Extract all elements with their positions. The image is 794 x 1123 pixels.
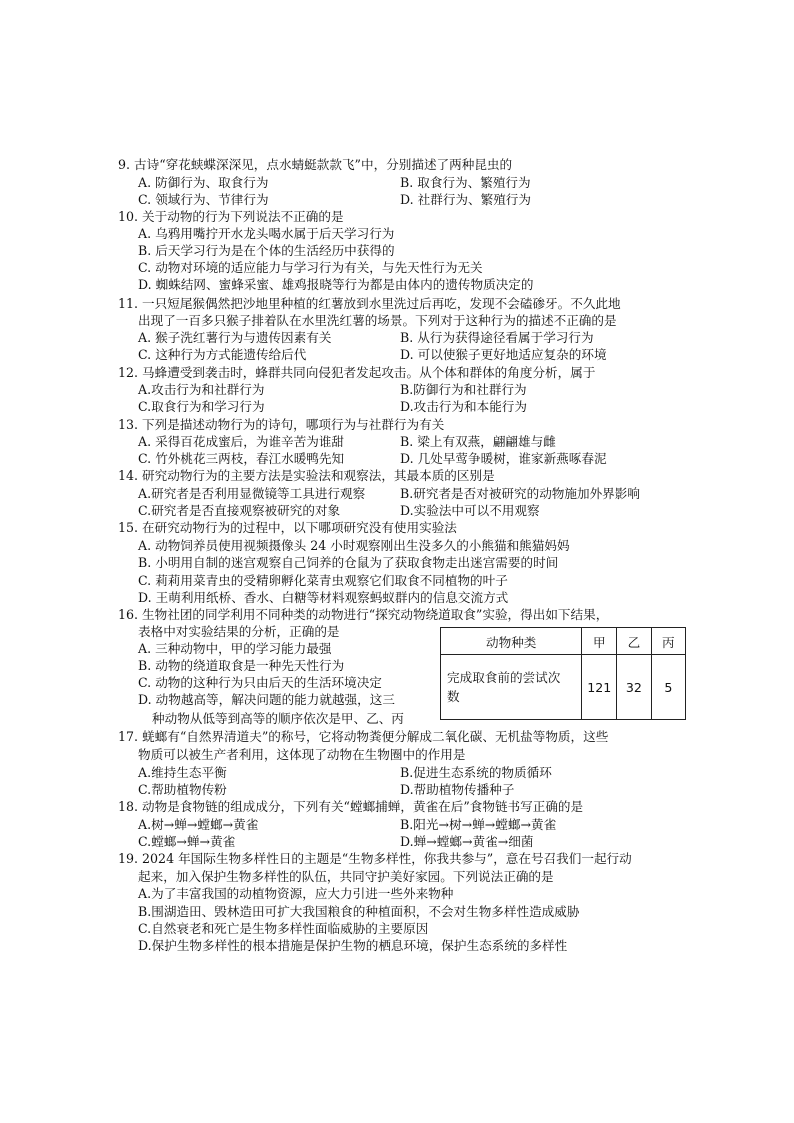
question-17-option-a: A.维持生态平衡 [138,765,227,780]
question-11-option-a: A. 猴子洗红薯行为与遗传因素有关 [138,330,332,345]
question-18-option-b: B.阳光→树→蝉→螳螂→黄雀 [400,817,557,832]
question-19-option-c: C.自然衰老和死亡是生物多样性面临威胁的主要原因 [138,921,429,936]
question-16-stem: 16. 生物社团的同学利用不同种类的动物进行“探究动物绕道取食”实验，得出如下结果， [118,607,609,622]
question-18-option-a: A.树→蝉→螳螂→黄雀 [138,817,259,832]
question-19-stem-cont: 起来，加入保护生物多样性的队伍，共同守护美好家园。下列说法正确的是 [138,869,554,884]
question-15-option-b: B. 小明用自制的迷宫观察自己饲养的仓鼠为了获取食物走出迷宫需要的时间 [138,555,559,570]
question-9-option-c: C. 领域行为、节律行为 [138,192,269,207]
question-12-option-c: C.取食行为和学习行为 [138,399,265,414]
table-row-label-line-2: 数 [447,689,460,704]
question-18-stem: 18. 动物是食物链的组成成分，下列有关“螳螂捕蝉，黄雀在后”食物链书写正确的是 [118,799,584,814]
question-9-stem: 9. 古诗“穿花蛱蝶深深见，点水蜻蜓款款飞”中，分别描述了两种昆虫的 [118,157,513,172]
question-10-stem: 10. 关于动物的行为下列说法不正确的是 [118,209,344,224]
question-18-option-c: C.螳螂→蝉→黄雀 [138,834,236,849]
question-10-option-b: B. 后天学习行为是在个体的生活经历中获得的 [138,243,395,258]
question-15-option-c: C. 莉莉用菜青虫的受精卵孵化菜青虫观察它们取食不同植物的叶子 [138,573,508,588]
question-12-stem: 12. 马蜂遭受到袭击时，蜂群共同向侵犯者发起攻击。从个体和群体的角度分析，属于 [118,365,596,380]
question-11-stem: 11. 一只短尾猴偶然把沙地里种植的红薯放到水里洗过后再吃，发现不会磕碜牙。不久此地 [118,296,621,311]
question-16-option-c: C. 动物的这种行为只由后天的生活环境决定 [138,675,382,690]
question-16-option-a: A. 三种动物中，甲的学习能力最强 [138,641,332,656]
table-row-label-line-1: 完成取食前的尝试次 [447,670,561,685]
question-9-option-b: B. 取食行为、繁殖行为 [400,175,531,190]
table-row-label [441,655,582,720]
question-14-option-c: C.研究者是否直接观察被研究的对象 [138,503,341,518]
question-12-option-b: B.防御行为和社群行为 [400,382,527,397]
question-13-stem: 13. 下列是描述动物行为的诗句，哪项行为与社群行为有关 [118,417,445,432]
question-17-option-b: B.促进生态系统的物质循环 [400,765,552,780]
question-9-option-d: D. 社群行为、繁殖行为 [400,192,531,207]
question-14-option-d: D.实验法中可以不用观察 [400,503,540,518]
question-12-option-d: D.攻击行为和本能行为 [400,399,527,414]
question-17-option-c: C.帮助植物传粉 [138,782,227,797]
table-header-species: 动物种类 [441,628,582,655]
question-17-option-d: D.帮助植物传播种子 [400,782,515,797]
question-13-option-d: D. 几处早莺争暖树，谁家新燕啄春泥 [400,451,607,466]
question-16-option-d-cont: 种动物从低等到高等的顺序依次是甲、乙、丙 [152,711,404,726]
question-16-option-d: D. 动物越高等，解决问题的能力就越强，这三 [138,692,395,707]
table-cell-bing: 5 [651,655,685,720]
question-13-option-a: A. 采得百花成蜜后，为谁辛苦为谁甜 [138,434,345,449]
question-19-stem: 19. 2024 年国际生物多样性日的主题是“生物多样性，你我共参与”，意在号召我们一起行动 [118,851,632,866]
table-cell-jia: 121 [582,655,617,720]
question-18-option-d: D.蝉→螳螂→黄雀→细菌 [400,834,534,849]
question-19-option-a: A.为了丰富我国的动植物资源，应大力引进一些外来物种 [138,886,454,901]
table-header-bing: 丙 [651,628,685,655]
table-row [441,655,686,720]
question-19-option-b: B.围湖造田、毁林造田可扩大我国粮食的种植面积，不会对生物多样性造成威胁 [138,904,580,919]
question-16-stem-cont: 表格中对实验结果的分析，正确的是 [138,624,340,639]
question-9-option-a: A. 防御行为、取食行为 [138,175,269,190]
question-14-stem: 14. 研究动物行为的主要方法是实验法和观察法，其最本质的区别是 [118,468,495,483]
question-11-option-b: B. 从行为获得途径看属于学习行为 [400,330,594,345]
table-cell-yi: 32 [617,655,651,720]
question-10-option-c: C. 动物对环境的适应能力与学习行为有关，与先天性行为无关 [138,260,483,275]
question-14-option-a: A.研究者是否利用显微镜等工具进行观察 [138,486,366,501]
question-10-option-a: A. 乌鸦用嘴拧开水龙头喝水属于后天学习行为 [138,226,395,241]
question-15-option-a: A. 动物饲养员使用视频摄像头 24 小时观察刚出生没多久的小熊猫和熊猫妈妈 [138,538,570,553]
question-13-option-c: C. 竹外桃花三两枝，春江水暖鸭先知 [138,451,345,466]
table-header-row [441,628,686,655]
question-14-option-b: B.研究者是否对被研究的动物施加外界影响 [400,486,640,501]
question-13-option-b: B. 梁上有双燕，翩翩雄与雌 [400,434,556,449]
question-10-option-d: D. 蜘蛛结网、蜜蜂采蜜、雄鸡报晓等行为都是由体内的遗传物质决定的 [138,277,534,292]
question-17-stem-cont: 物质可以被生产者利用，这体现了动物在生物圈中的作用是 [138,747,466,762]
experiment-result-table [440,627,686,720]
table-header-yi: 乙 [617,628,651,655]
question-17-stem: 17. 蜣螂有“自然界清道夫”的称号，它将动物粪便分解成二氧化碳、无机盐等物质，这些 [118,729,609,744]
question-12-option-a: A.攻击行为和社群行为 [138,382,265,397]
question-15-stem: 15. 在研究动物行为的过程中，以下哪项研究没有使用实验法 [118,520,457,535]
question-11-stem-cont: 出现了一百多只猴子排着队在水里洗红薯的场景。下列对于这种行为的描述不正确的是 [138,313,617,328]
question-11-option-c: C. 这种行为方式能遗传给后代 [138,347,307,362]
question-11-option-d: D. 可以使猴子更好地适应复杂的环境 [400,347,607,362]
question-15-option-d: D. 王萌利用纸桥、香水、白糖等材料观察蚂蚁群内的信息交流方式 [138,590,509,605]
question-16-option-b: B. 动物的绕道取食是一种先天性行为 [138,658,345,673]
table-header-jia: 甲 [582,628,617,655]
question-19-option-d: D.保护生物多样性的根本措施是保护生物的栖息环境，保护生态系统的多样性 [138,938,568,953]
